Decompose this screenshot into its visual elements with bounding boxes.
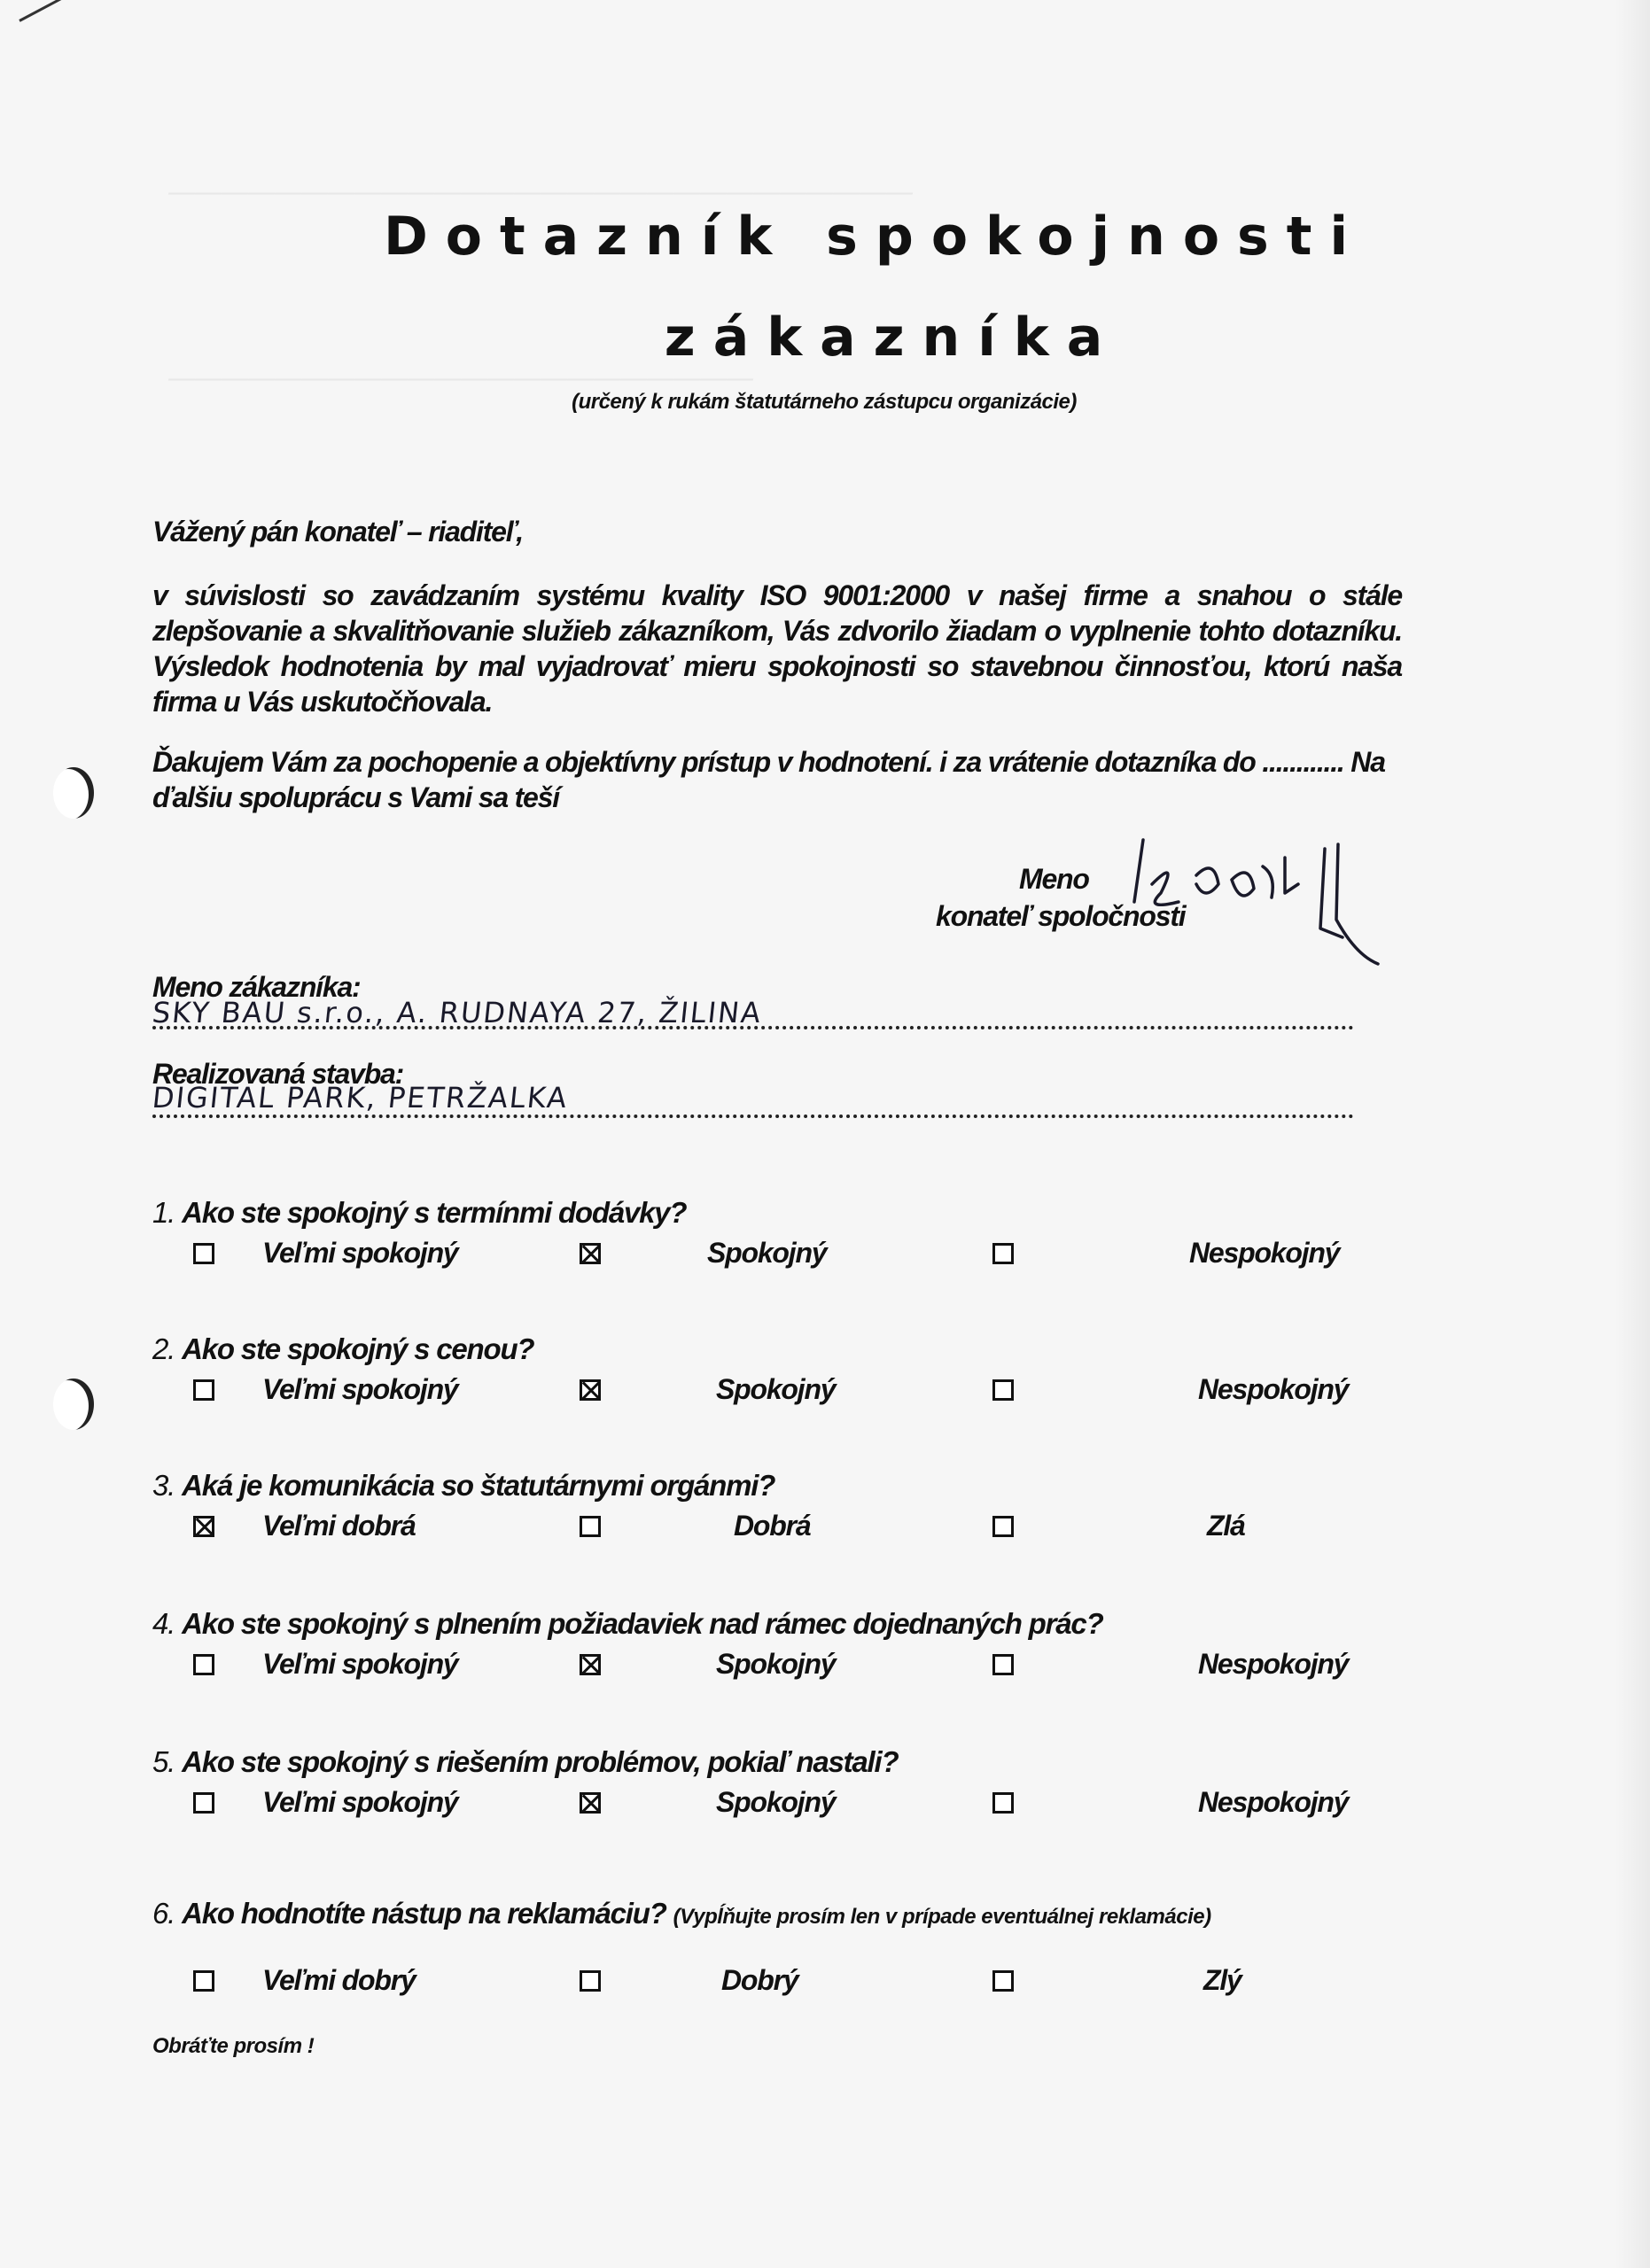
project-line (152, 1115, 1354, 1118)
q4-option-2-label: Spokojný (716, 1648, 836, 1680)
letter-paragraph: v súvislosti so zavádzaním systému kvality ISO 9001:2000 v našej firme a snahou o stále zlepšovanie a skvalitňovanie služieb zákazníkom, Vás zdvorilo žiadam o vyplnenie tohto dotazníku. Výsledok hodnotenia by mal vyjadrovať mieru spokojnosti so stavebnou činnosťou, ktorú naša firma u Vás uskutočňovala. (152, 579, 1402, 718)
project-value[interactable]: DIGITAL PARK, PETRŽALKA (151, 1081, 571, 1115)
q1-option-3-label: Nespokojný (1189, 1237, 1340, 1269)
q4-option-2-checkbox[interactable] (580, 1654, 601, 1675)
q3-option-1-label: Veľmi dobrá (262, 1510, 416, 1542)
customer-name-value[interactable]: SKY BAU s.r.o., A. RUDNAYA 27, ŽILINA (151, 996, 765, 1029)
question-3: 3. Aká je komunikácia so štatutárnymi orgánmi? (152, 1469, 775, 1502)
q1-option-2-checkbox[interactable] (580, 1243, 601, 1264)
customer-name-line (152, 1026, 1354, 1029)
q2-option-3-label: Nespokojný (1198, 1373, 1349, 1405)
punch-hole-bottom (53, 1379, 94, 1430)
q1-option-3-checkbox[interactable] (992, 1243, 1014, 1264)
q6-option-3-checkbox[interactable] (992, 1970, 1014, 1992)
project-label: Realizovaná stavba: (152, 1058, 404, 1090)
signature-name-label: Meno (1019, 863, 1089, 895)
q2-option-3-checkbox[interactable] (992, 1379, 1014, 1401)
q6-option-1-checkbox[interactable] (193, 1970, 214, 1992)
q1-option-1-label: Veľmi spokojný (262, 1237, 458, 1269)
question-4: 4. Ako ste spokojný s plnením požiadaviek nad rámec dojednaných prác? (152, 1607, 1103, 1640)
q2-option-2-checkbox[interactable] (580, 1379, 601, 1401)
q1-option-2-label: Spokojný (707, 1237, 827, 1269)
q2-option-1-checkbox[interactable] (193, 1379, 214, 1401)
question-6: 6. Ako hodnotíte nástup na reklamáciu? (Vypĺňujte prosím len v prípade eventuálnej reklamácie) (152, 1897, 1211, 1930)
q3-option-3-checkbox[interactable] (992, 1516, 1014, 1537)
q2-option-2-label: Spokojný (716, 1373, 836, 1405)
document-title-line2: zákazníka (664, 307, 1121, 369)
q5-option-3-checkbox[interactable] (992, 1792, 1014, 1814)
letter-greeting: Vážený pán konateľ – riaditeľ, (152, 516, 523, 548)
q4-option-3-label: Nespokojný (1198, 1648, 1349, 1680)
document-title-line1: Dotazník spokojnosti (383, 206, 1366, 268)
scan-mark (19, 0, 98, 22)
q5-option-3-label: Nespokojný (1198, 1786, 1349, 1818)
turn-over-note: Obráťte prosím ! (152, 2034, 315, 2058)
letter-thanks: Ďakujem Vám za pochopenie a objektívny prístup v hodnotení. i za vrátenie dotazníka do ............ Na ďalšiu spoluprácu s Vami sa teší (152, 746, 1385, 813)
q3-option-2-checkbox[interactable] (580, 1516, 601, 1537)
q3-option-3-label: Zlá (1207, 1510, 1245, 1542)
q6-option-1-label: Veľmi dobrý (262, 1964, 416, 1996)
bleed-through-text: ———————————————————————————— (168, 177, 913, 206)
q4-option-3-checkbox[interactable] (992, 1654, 1014, 1675)
question-5: 5. Ako ste spokojný s riešením problémov, pokiaľ nastali? (152, 1745, 899, 1778)
q5-option-2-checkbox[interactable] (580, 1792, 601, 1814)
q1-option-1-checkbox[interactable] (193, 1243, 214, 1264)
q4-option-1-label: Veľmi spokojný (262, 1648, 458, 1680)
bleed-through-text: —————————————————————— (168, 363, 753, 392)
punch-hole-top (53, 767, 94, 819)
q5-option-1-checkbox[interactable] (193, 1792, 214, 1814)
q4-option-1-checkbox[interactable] (193, 1654, 214, 1675)
q6-option-2-checkbox[interactable] (580, 1970, 601, 1992)
q3-option-2-label: Dobrá (734, 1510, 811, 1542)
q5-option-2-label: Spokojný (716, 1786, 836, 1818)
q2-option-1-label: Veľmi spokojný (262, 1373, 458, 1405)
question-6-note: (Vypĺňujte prosím len v prípade eventuálnej reklamácie) (673, 1905, 1211, 1929)
q3-option-1-checkbox[interactable] (193, 1516, 214, 1537)
document-subtitle: (určený k rukám štatutárneho zástupcu organizácie) (572, 390, 1077, 414)
q6-option-2-label: Dobrý (721, 1964, 798, 1996)
customer-name-label: Meno zákazníka: (152, 971, 361, 1003)
signature-role-label: konateľ spoločnosti (936, 900, 1186, 932)
q5-option-1-label: Veľmi spokojný (262, 1786, 458, 1818)
question-1: 1. Ako ste spokojný s termínmi dodávky? (152, 1196, 687, 1229)
question-2: 2. Ako ste spokojný s cenou? (152, 1332, 534, 1365)
q6-option-3-label: Zlý (1203, 1964, 1241, 1996)
